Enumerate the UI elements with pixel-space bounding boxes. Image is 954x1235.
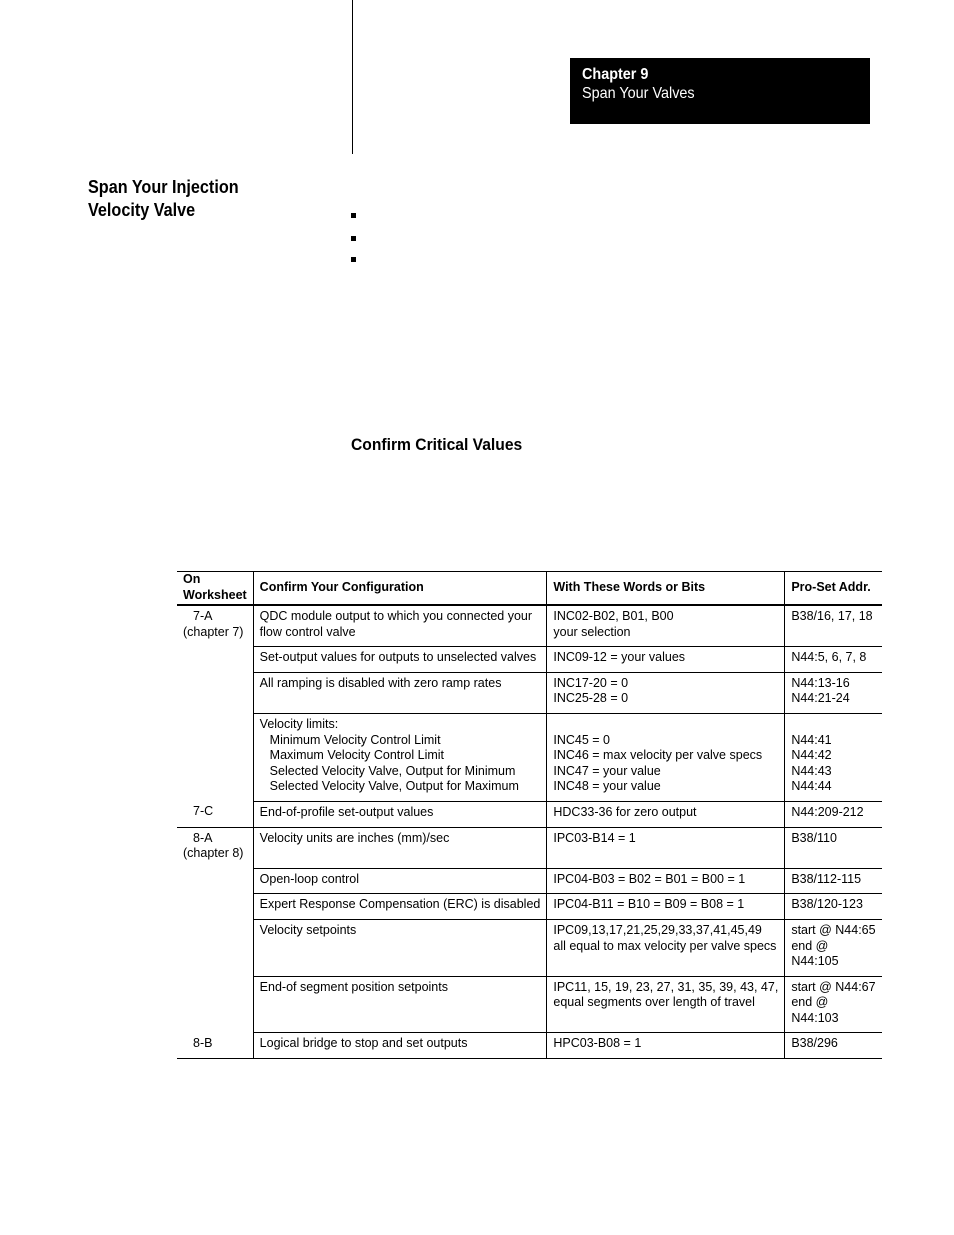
cell-line: N44:21-24 [791,691,850,706]
worksheet-id: 8-B [193,1035,213,1050]
cell-line: Velocity units are inches (mm)/sec [259,830,450,845]
cell-line: N44:209-212 [791,804,864,819]
proset-addr-cell [785,801,882,827]
cell-line: INC25-28 = 0 [553,691,629,706]
cell-line: All ramping is disabled with zero ramp rates [259,675,502,690]
cell-line: IPC04-B03 = B02 = B01 = B00 = 1 [553,871,746,886]
worksheet-cell [177,801,253,827]
words-bits-cell [547,868,785,894]
table-row [177,976,882,1033]
cell-line: End-of segment position setpoints [259,979,448,994]
proset-addr-cell [785,868,882,894]
col-header-words-bits: With These Words or Bits [547,572,785,606]
cell-line: B38/16, 17, 18 [791,609,873,623]
configuration-cell [253,713,547,801]
table-row [177,672,882,713]
words-bits-cell [547,894,785,920]
proset-addr-cell [785,713,882,801]
cell-line: N44:41 [791,732,832,747]
cell-line: end @ [791,938,829,953]
configuration-cell [253,672,547,713]
cell-line: IPC09,13,17,21,25,29,33,37,41,45,49 [553,922,762,937]
cell-line: Velocity limits: [259,716,339,731]
configuration-cell [253,894,547,920]
cell-line: all equal to max velocity per valve specs [553,938,777,953]
worksheet-id: 8-A [193,830,213,845]
cell-line: INC46 = max velocity per valve specs [553,748,763,763]
cell-line: INC17-20 = 0 [553,675,629,690]
cell-line: N44:105 [791,954,839,969]
cell-line: Logical bridge to stop and set outputs [259,1036,468,1051]
cell-line: N44:13-16 [791,675,850,690]
cell-line: Expert Response Compensation (ERC) is disabled [259,897,541,912]
bullet-3 [351,257,356,262]
worksheet-cell [177,605,253,801]
col-header-proset-addr: Pro-Set Addr. [785,572,882,606]
cell-line: Open-loop control [259,871,360,886]
proset-addr-cell [785,1033,882,1059]
table-row [177,1033,882,1059]
worksheet-id: 7-C [193,804,214,819]
cell-line: End-of-profile set-output values [259,804,434,819]
worksheet-cell [177,1033,253,1059]
bullet-1 [351,213,356,218]
table-row [177,894,882,920]
table-row [177,801,882,827]
col-header-configuration: Confirm Your Configuration [253,572,547,606]
chapter-number: Chapter 9 [582,66,649,83]
configuration-cell [253,1033,547,1059]
cell-line: N44:42 [791,748,832,763]
cell-line: B38/110 [791,830,837,845]
cell-line: INC09-12 = your values [553,650,686,665]
cell-line: N44:103 [791,1010,839,1025]
cell-line: INC47 = your value [553,763,661,778]
table-body [177,605,882,1059]
cell-line: equal segments over length of travel [553,995,755,1010]
table-row [177,827,882,868]
words-bits-cell [547,713,785,801]
cell-line: Velocity setpoints [259,922,357,937]
worksheet-chapter: (chapter 7) [183,624,244,639]
proset-addr-cell [785,647,882,673]
cell-line: Set-output values for outputs to unselected valves [259,650,537,665]
cell-line: IPC03-B14 = 1 [553,830,636,845]
table-row [177,868,882,894]
table-row [177,647,882,673]
cell-line: start @ N44:65 [791,922,876,937]
cell-line [260,846,541,862]
proset-addr-cell [785,894,882,920]
cell-line: INC48 = your value [553,779,661,794]
cell-line: B38/120-123 [791,897,863,912]
cell-line: IPC04-B11 = B10 = B09 = B08 = 1 [553,897,745,912]
configuration-cell [253,868,547,894]
cell-line: start @ N44:67 [791,979,876,994]
configuration-cell [253,919,547,976]
col-header-worksheet: On Worksheet [177,572,253,606]
cell-line: N44:43 [791,763,832,778]
section-heading: Confirm Critical Values [351,435,523,454]
configuration-cell [253,976,547,1033]
cell-line: Minimum Velocity Control Limit [269,732,441,747]
cell-line: Selected Velocity Valve, Output for Minimum [269,763,516,778]
cell-line: HDC33-36 for zero output [553,804,697,819]
cell-line: your selection [553,624,631,639]
cell-line: Maximum Velocity Control Limit [269,748,445,763]
table-row [177,713,882,801]
configuration-cell [253,647,547,673]
cell-line: QDC module output to which you connected your [259,609,533,623]
side-heading: Span Your Injection Velocity Valve [88,177,239,220]
words-bits-cell [547,1033,785,1059]
margin-rule [352,0,353,154]
configuration-cell [253,605,547,647]
cell-line: N44:44 [791,779,832,794]
cell-line: N44:5, 6, 7, 8 [791,650,867,665]
configuration-cell [253,801,547,827]
proset-addr-cell [785,605,882,647]
words-bits-cell [547,976,785,1033]
words-bits-cell [547,919,785,976]
cell-line: B38/296 [791,1036,838,1051]
cell-line [791,717,875,733]
table-row [177,605,882,647]
words-bits-cell [547,801,785,827]
cell-line: flow control valve [259,624,356,639]
proset-addr-cell [785,827,882,868]
worksheet-chapter: (chapter 8) [183,846,244,861]
configuration-cell [253,827,547,868]
proset-addr-cell [785,672,882,713]
cell-line [553,717,778,733]
cell-line: INC45 = 0 [553,732,611,747]
cell-line: Selected Velocity Valve, Output for Maximum [269,779,519,794]
bullet-2 [351,236,356,241]
chapter-header [570,58,870,124]
cell-line: IPC11, 15, 19, 23, 27, 31, 35, 39, 43, 47, [553,979,779,994]
worksheet-id: 7-A [193,609,213,623]
words-bits-cell [547,647,785,673]
chapter-title: Span Your Valves [582,85,695,102]
critical-values-table [177,571,882,1059]
proset-addr-cell [785,976,882,1033]
proset-addr-cell [785,919,882,976]
table-row [177,919,882,976]
words-bits-cell [547,605,785,647]
cell-line: end @ [791,995,829,1010]
cell-line: HPC03-B08 = 1 [553,1036,642,1051]
cell-line: B38/112-115 [791,871,862,886]
words-bits-cell [547,672,785,713]
words-bits-cell [547,827,785,868]
cell-line: INC02-B02, B01, B00 [553,609,674,623]
table-header-row [177,572,882,606]
worksheet-cell [177,827,253,1033]
